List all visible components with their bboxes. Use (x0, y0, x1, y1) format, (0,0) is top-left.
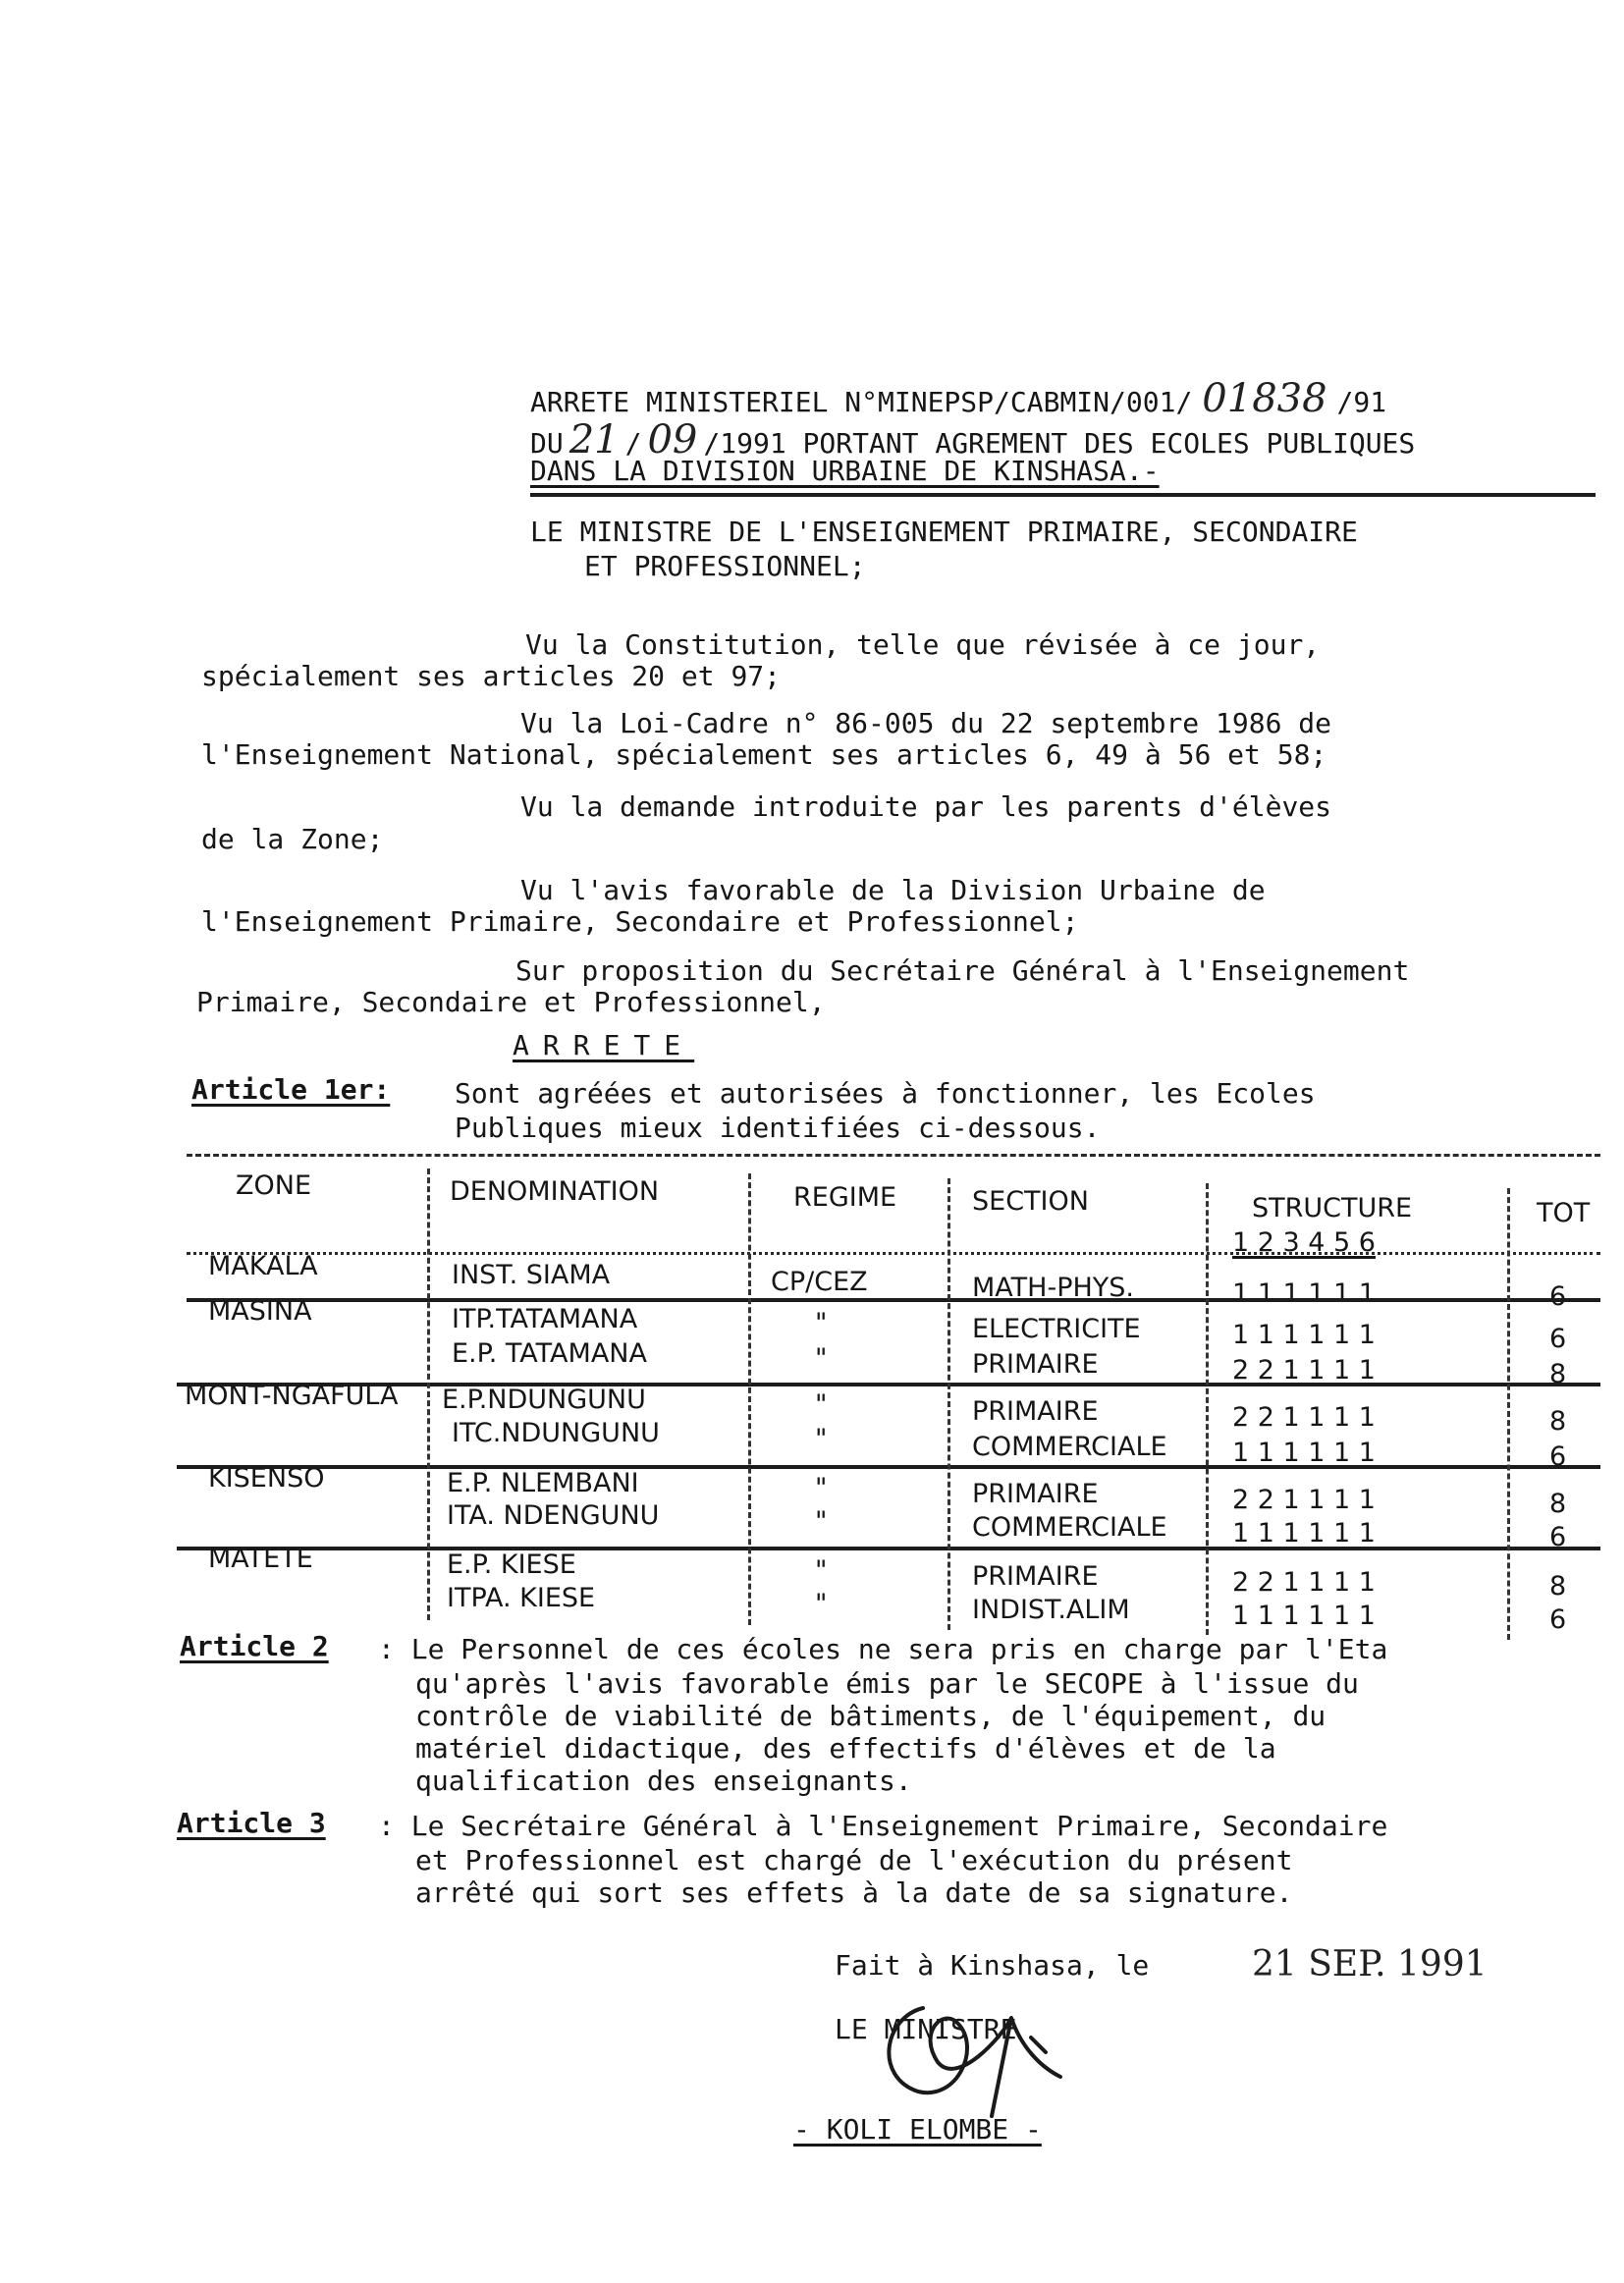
row-regime: " (815, 1473, 828, 1503)
minister-title-line1: LE MINISTRE DE L'ENSEIGNEMENT PRIMAIRE, SECONDAIRE (530, 516, 1358, 548)
row-separator (177, 1547, 1600, 1550)
decree-date-separator: / (624, 427, 642, 460)
table-column-divider (947, 1178, 950, 1630)
closing-date-stamp: 21 SEP. 1991 (1252, 1944, 1488, 1984)
table-header-denomination: DENOMINATION (450, 1176, 660, 1207)
decree-title-subject: /1991 PORTANT AGREMENT DES ECOLES PUBLIQUES (703, 427, 1416, 460)
article2-line5: qualification des enseignants. (415, 1765, 912, 1797)
table-header-section: SECTION (972, 1186, 1089, 1217)
decree-du: DU (530, 427, 564, 460)
row-structure: 2 2 1 1 1 1 (1232, 1567, 1376, 1598)
row-regime: " (815, 1555, 828, 1586)
row-section: ELECTRICITE (972, 1314, 1141, 1344)
row-total: 8 (1549, 1571, 1567, 1602)
row-section: COMMERCIALE (972, 1512, 1167, 1543)
table-header-structure-digits: 1 2 3 4 5 6 (1232, 1227, 1376, 1258)
decree-number-handwritten: 01838 (1202, 376, 1327, 421)
consideration-4-line1: Vu l'avis favorable de la Division Urbaine de (520, 874, 1266, 906)
article2-line4: matériel didactique, des effectifs d'élèves et de la (415, 1732, 1276, 1765)
row-structure: 1 1 1 1 1 1 (1232, 1278, 1376, 1309)
consideration-5-line2: Primaire, Secondaire et Professionnel, (196, 986, 826, 1018)
article2-line2: qu'après l'avis favorable émis par le SECOPE à l'issue du (415, 1667, 1359, 1700)
row-section: COMMERCIALE (972, 1432, 1167, 1462)
row-separator (177, 1465, 1600, 1469)
table-header-regime: REGIME (793, 1182, 897, 1213)
consideration-2-line2: l'Enseignement National, spécialement ses articles 6, 49 à 56 et 58; (201, 738, 1327, 771)
row-zone: MAKALA (208, 1251, 318, 1281)
decree-title-prefix: ARRETE MINISTERIEL N°MINEPSP/CABMIN/001/ (530, 386, 1193, 418)
signature-scribble (864, 1979, 1090, 2126)
table-top-rule (187, 1154, 1600, 1157)
row-zone: KISENSO (208, 1463, 325, 1494)
header-rule (530, 493, 1596, 497)
article3-line1: : Le Secrétaire Général à l'Enseignement Primaire, Secondaire (378, 1810, 1388, 1842)
row-denomination: E.P. TATAMANA (452, 1338, 647, 1369)
row-total: 6 (1549, 1441, 1567, 1472)
row-denomination: ITA. NDENGUNU (447, 1500, 660, 1531)
row-denomination: E.P.NDUNGUNU (442, 1385, 646, 1415)
table-header-total: TOT (1537, 1198, 1591, 1228)
row-structure: 2 2 1 1 1 1 (1232, 1402, 1376, 1433)
row-structure: 2 2 1 1 1 1 (1232, 1355, 1376, 1386)
row-total: 8 (1549, 1489, 1567, 1519)
decree-title-line3: DANS LA DIVISION URBAINE DE KINSHASA.- (530, 455, 1160, 487)
minister-title-line2: ET PROFESSIONNEL; (584, 550, 866, 582)
row-denomination: E.P. KIESE (447, 1549, 576, 1580)
row-regime: " (815, 1389, 828, 1420)
consideration-5-line1: Sur proposition du Secrétaire Général à l'Enseignement (515, 954, 1410, 987)
row-structure: 1 1 1 1 1 1 (1232, 1601, 1376, 1631)
article1-line2: Publiques mieux identifiées ci-dessous. (455, 1112, 1101, 1144)
row-total: 8 (1549, 1406, 1567, 1437)
article3-label: Article 3 (177, 1807, 326, 1839)
row-total: 6 (1549, 1281, 1567, 1312)
row-structure: 1 1 1 1 1 1 (1232, 1438, 1376, 1468)
closing-place: Fait à Kinshasa, le (835, 1949, 1150, 1982)
row-section: MATH-PHYS. (972, 1273, 1135, 1303)
table-row (208, 1251, 318, 1281)
table-header-rule (187, 1252, 1600, 1255)
row-total: 6 (1549, 1522, 1567, 1552)
table-column-divider (1507, 1188, 1510, 1640)
row-denomination: ITP.TATAMANA (452, 1304, 638, 1334)
row-zone: MONT-NGAFULA (185, 1381, 399, 1411)
consideration-1-line2: spécialement ses articles 20 et 97; (201, 660, 782, 692)
decree-month-handwritten: 09 (647, 417, 698, 462)
table-header-zone: ZONE (236, 1170, 312, 1201)
row-section: PRIMAIRE (972, 1561, 1099, 1592)
table-column-divider (427, 1169, 430, 1620)
article3-line3: arrêté qui sort ses effets à la date de sa signature. (415, 1876, 1293, 1909)
table-header-structure: STRUCTURE (1252, 1193, 1413, 1223)
decree-title-year: /91 (1336, 386, 1387, 418)
consideration-3-line2: de la Zone; (201, 823, 384, 855)
article2-label: Article 2 (180, 1630, 329, 1662)
row-denomination: ITPA. KIESE (447, 1583, 596, 1613)
row-total: 6 (1549, 1604, 1567, 1635)
row-separator (187, 1298, 1600, 1302)
article2-line1: : Le Personnel de ces écoles ne sera pris en charge par l'Eta (378, 1633, 1388, 1665)
row-section: PRIMAIRE (972, 1349, 1099, 1380)
row-regime: " (815, 1343, 828, 1374)
row-section: INDIST.ALIM (972, 1595, 1130, 1625)
row-regime: " (815, 1424, 828, 1454)
row-regime: " (815, 1308, 828, 1338)
consideration-4-line2: l'Enseignement Primaire, Secondaire et Professionnel; (201, 905, 1079, 938)
decree-title-line1 (530, 376, 1386, 421)
row-total: 6 (1549, 1324, 1567, 1354)
row-denomination: INST. SIAMA (452, 1260, 611, 1290)
row-zone: MATETE (208, 1544, 313, 1574)
row-structure: 2 2 1 1 1 1 (1232, 1485, 1376, 1515)
row-regime: CP/CEZ (771, 1267, 868, 1297)
row-denomination: E.P. NLEMBANI (447, 1468, 639, 1498)
consideration-2-line1: Vu la Loi-Cadre n° 86-005 du 22 septembre 1986 de (520, 707, 1332, 739)
row-regime: " (815, 1506, 828, 1537)
minister-name: - KOLI ELOMBE - (793, 2113, 1042, 2146)
closing-title: LE MINISTRE (835, 2013, 1017, 2045)
article2-line3: contrôle de viabilité de bâtiments, de l'équipement, du (415, 1700, 1326, 1732)
article1-line1: Sont agréées et autorisées à fonctionner, les Ecoles (455, 1077, 1316, 1110)
consideration-3-line1: Vu la demande introduite par les parents d'élèves (520, 790, 1332, 823)
article1-label: Article 1er: (191, 1073, 391, 1106)
row-structure: 1 1 1 1 1 1 (1232, 1320, 1376, 1350)
row-zone: MASINA (208, 1296, 312, 1327)
consideration-1-line1: Vu la Constitution, telle que révisée à ce jour, (525, 628, 1321, 661)
article3-line2: et Professionnel est chargé de l'exécution du présent (415, 1844, 1293, 1876)
row-section: PRIMAIRE (972, 1479, 1099, 1509)
row-structure: 1 1 1 1 1 1 (1232, 1518, 1376, 1549)
row-denomination: ITC.NDUNGUNU (452, 1418, 660, 1448)
row-regime: " (815, 1589, 828, 1619)
table-column-divider (748, 1173, 751, 1625)
arrete-heading: ARRETE (513, 1029, 695, 1061)
row-total: 8 (1549, 1359, 1567, 1389)
decree-day-handwritten: 21 (568, 417, 620, 462)
table-column-divider (1206, 1183, 1209, 1635)
row-section: PRIMAIRE (972, 1396, 1099, 1427)
